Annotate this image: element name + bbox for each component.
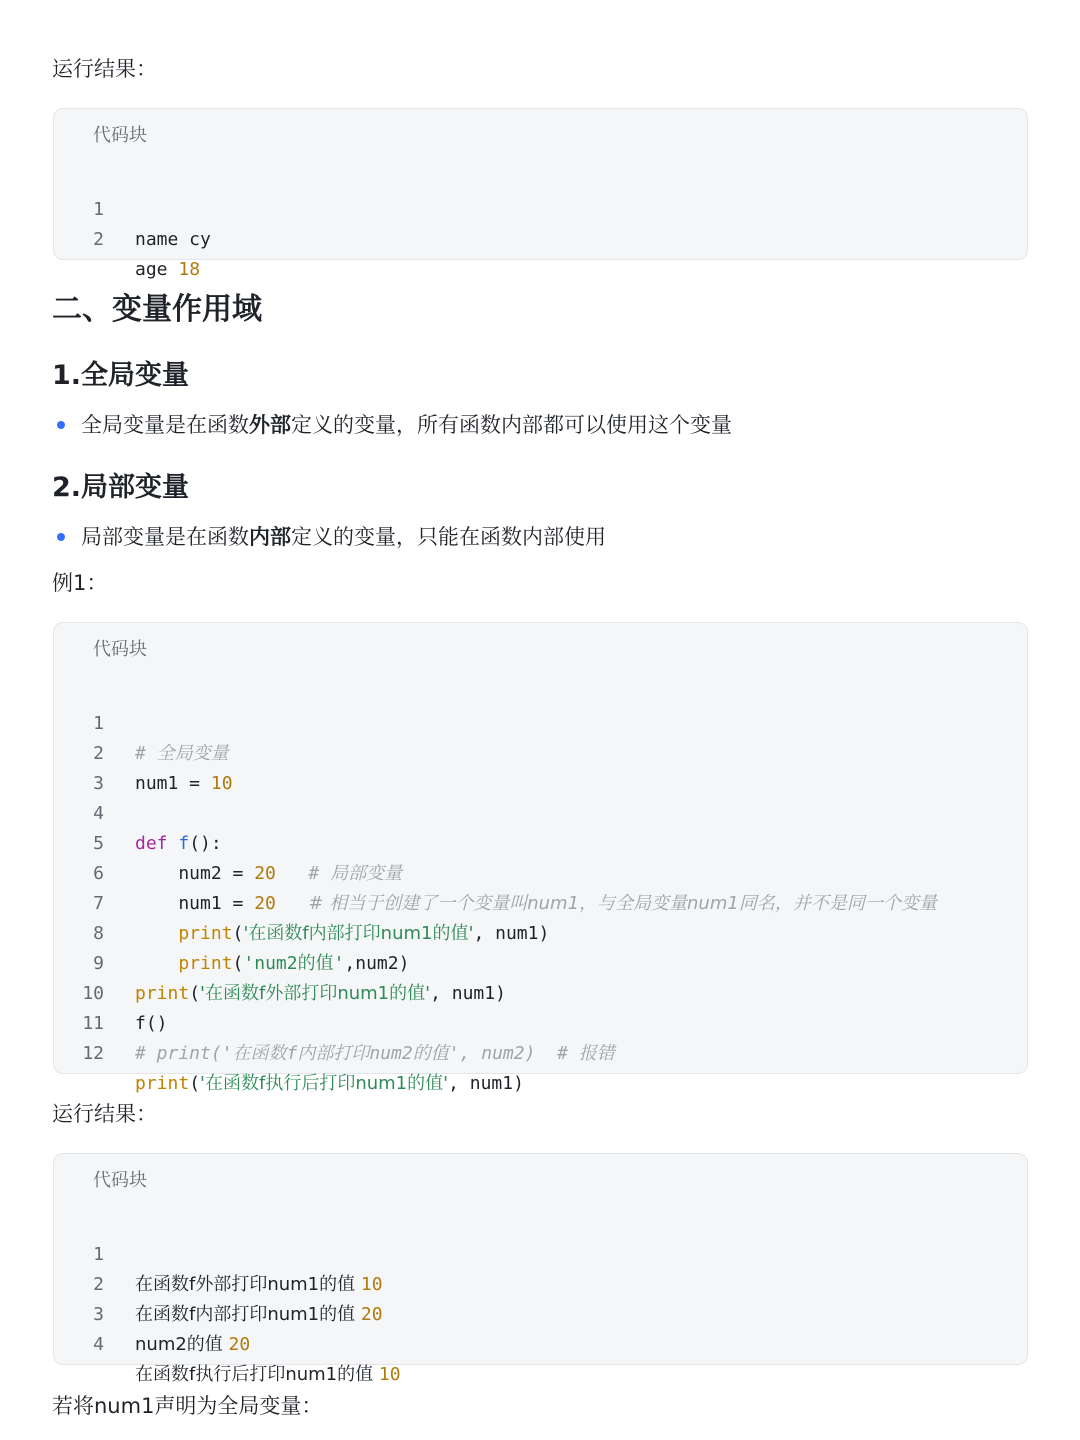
bullet-dot-icon <box>57 533 65 541</box>
code-block <box>53 108 1028 280</box>
code-line <box>54 769 1027 854</box>
code-number: 18 <box>178 259 201 280</box>
bullet-bold-text: 内部 <box>249 525 291 549</box>
code-text: , num1) <box>473 923 550 944</box>
code-keyword: def <box>135 833 168 854</box>
code-builtin: print <box>178 953 233 974</box>
global-variable-bullet <box>52 410 732 440</box>
code-string: '在函数f外部打印num1的值' <box>200 983 431 1004</box>
code-comment: # 全局变量 <box>135 743 229 764</box>
section-heading: 二、变量作用域 <box>52 292 262 327</box>
code-string: 'num2的值' <box>243 953 345 974</box>
code-comment: # print('在函数f内部打印num2的值', num2) # 报错 <box>135 1043 615 1064</box>
line-number: 10 <box>82 983 104 1004</box>
code-text: age <box>135 259 179 280</box>
line-number: 2 <box>93 229 104 250</box>
code-number: 20 <box>228 1334 251 1355</box>
local-variable-bullet <box>52 522 606 552</box>
code-number: 10 <box>378 1364 401 1385</box>
code-block <box>53 1153 1028 1385</box>
code-text: name cy <box>135 229 211 250</box>
code-line <box>54 679 1027 764</box>
bullet-text: 定义的变量，所有函数内部都可以使用这个变量 <box>291 413 732 437</box>
code-text: ( <box>189 1073 201 1094</box>
code-string: '在函数f执行后打印num1的值' <box>200 1073 449 1094</box>
code-number: 20 <box>254 893 276 914</box>
closing-paragraph: 若将num1声明为全局变量： <box>52 1394 323 1418</box>
line-number: 2 <box>93 1274 104 1295</box>
bullet-text: 全局变量是在函数 <box>81 413 249 437</box>
line-number: 8 <box>93 923 104 944</box>
code-number: 20 <box>360 1304 383 1325</box>
code-text: ( <box>232 923 244 944</box>
line-number: 2 <box>93 743 104 764</box>
code-text: , num1) <box>430 983 506 1004</box>
code-text: num1 = <box>135 773 211 794</box>
code-block-title: 代码块 <box>93 125 147 146</box>
line-number: 1 <box>93 713 104 734</box>
code-text: (): <box>189 833 222 854</box>
line-number: 4 <box>93 803 104 824</box>
code-text: ,num2) <box>344 953 410 974</box>
line-number: 4 <box>93 1334 104 1355</box>
code-text: num2 = <box>135 863 255 884</box>
code-string: '在函数f内部打印num1的值' <box>243 923 474 944</box>
line-number: 9 <box>93 953 104 974</box>
code-text: num1 = <box>135 893 255 914</box>
local-variable-heading: 2.局部变量 <box>52 472 190 503</box>
code-text: , num1) <box>448 1073 524 1094</box>
code-number: 10 <box>360 1274 383 1295</box>
bullet-dot-icon <box>57 421 65 429</box>
line-number: 6 <box>93 863 104 884</box>
global-variable-heading: 1.全局变量 <box>52 360 190 391</box>
code-number: 10 <box>210 773 233 794</box>
code-text: 在函数f外部打印num1的值 <box>135 1274 361 1295</box>
code-block <box>53 622 1028 1094</box>
example-label: 例1： <box>52 571 108 595</box>
code-text: num2的值 <box>135 1334 229 1355</box>
line-number: 12 <box>82 1043 104 1064</box>
line-number: 7 <box>93 893 104 914</box>
code-comment: # 相当于创建了一个变量叫num1，与全局变量num1同名，并不是同一个变量 <box>308 893 937 914</box>
code-line <box>54 1210 1027 1295</box>
code-text: 在函数f内部打印num1的值 <box>135 1304 361 1325</box>
code-text: f() <box>135 1013 168 1034</box>
bullet-text: 局部变量是在函数 <box>81 525 249 549</box>
line-number: 3 <box>93 1304 104 1325</box>
code-number: 20 <box>254 863 276 884</box>
code-text: 在函数f执行后打印num1的值 <box>135 1364 379 1385</box>
code-builtin: print <box>135 1073 190 1094</box>
code-function-name: f <box>178 833 190 854</box>
code-text: ( <box>232 953 244 974</box>
code-builtin: print <box>135 983 190 1004</box>
code-line <box>54 165 1027 250</box>
line-number: 11 <box>82 1013 104 1034</box>
code-builtin: print <box>178 923 233 944</box>
line-number: 1 <box>93 1244 104 1265</box>
bullet-text: 定义的变量，只能在函数内部使用 <box>291 525 606 549</box>
line-number: 3 <box>93 773 104 794</box>
code-comment: # 局部变量 <box>308 863 403 884</box>
bullet-bold-text: 外部 <box>249 413 291 437</box>
result-label: 运行结果： <box>52 1102 157 1126</box>
line-number: 1 <box>93 199 104 220</box>
code-block-title: 代码块 <box>93 639 147 660</box>
line-number: 5 <box>93 833 104 854</box>
code-text: ( <box>189 983 201 1004</box>
result-label: 运行结果： <box>52 57 157 81</box>
code-block-title: 代码块 <box>93 1170 147 1191</box>
